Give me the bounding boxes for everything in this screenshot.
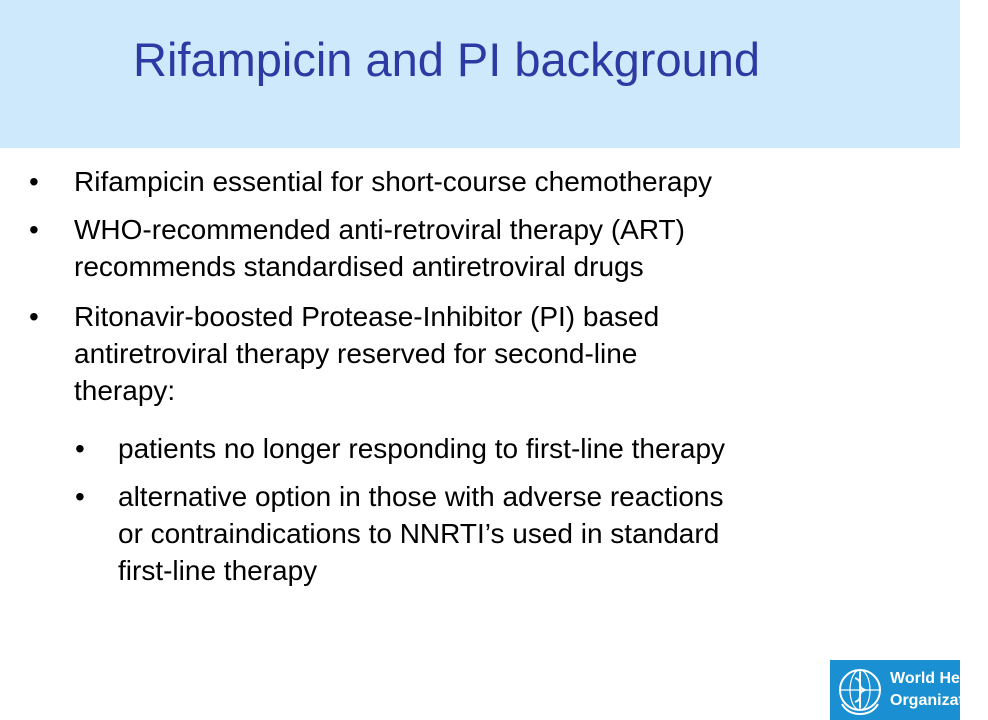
bullet-marker: •: [75, 433, 85, 464]
bullet-marker: •: [29, 166, 39, 197]
bullet-marker: •: [29, 301, 39, 332]
who-wordmark-line: Organization: [890, 692, 988, 709]
bullet-line: or contraindications to NNRTI’s used in standard: [118, 518, 720, 549]
bullet-item: [29, 163, 914, 200]
bullet-marker: •: [75, 481, 85, 512]
bullet-marker: •: [29, 214, 39, 245]
bullet-line: Rifampicin essential for short-course chemotherapy: [74, 166, 713, 197]
who-logo: [830, 660, 988, 720]
bullet-item: [29, 298, 914, 409]
bullet-item: [29, 211, 914, 285]
sub-bullet-item: [75, 430, 928, 467]
bullet-line: WHO-recommended anti-retroviral therapy (ART): [74, 214, 685, 245]
slide-title: Rifampicin and PI background: [133, 33, 761, 86]
bullet-line: first-line therapy: [118, 555, 318, 586]
bullet-line: therapy:: [74, 375, 176, 406]
who-wordmark: [890, 668, 988, 712]
bullet-line: alternative option in those with adverse reactions: [118, 481, 724, 512]
bullet-line: antiretroviral therapy reserved for second-line: [74, 338, 638, 369]
bullet-line: recommends standardised antiretroviral drugs: [74, 251, 644, 282]
sub-bullet-item: [75, 478, 928, 589]
who-emblem-icon: [834, 664, 886, 716]
bullet-line: Ritonavir-boosted Protease-Inhibitor (PI) based: [74, 301, 660, 332]
bullet-line: patients no longer responding to first-line therapy: [118, 433, 726, 464]
who-wordmark-line: World Health: [890, 670, 988, 687]
